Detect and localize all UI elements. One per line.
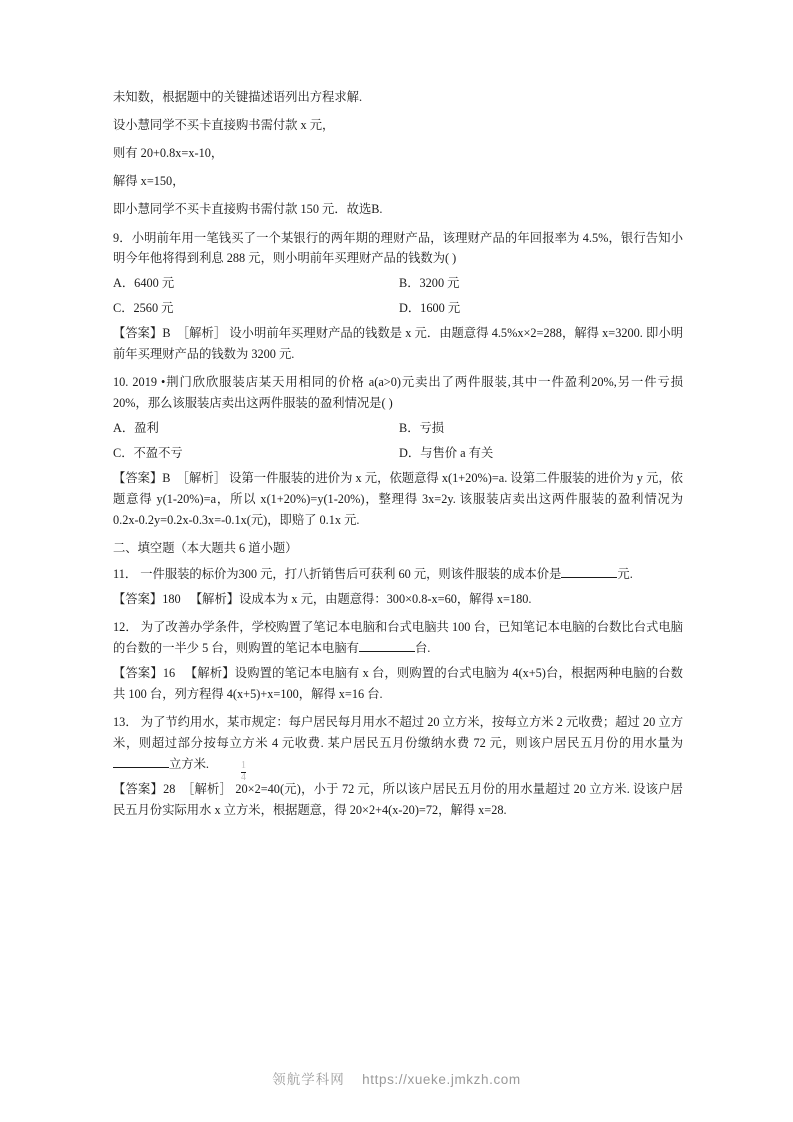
question-12-text-before: 为了改善办学条件，学校购置了笔记本电脑和台式电脑共 100 台，已知笔记本电脑的台数比台式电脑的台数的一半少 5 台，则购置的笔记本电脑有 (113, 620, 683, 656)
question-10-answer-label: 【答案】B (113, 470, 171, 485)
question-13-analysis-label: ［解析］ (181, 782, 233, 797)
question-11-number: 11． (113, 567, 138, 582)
question-13-text-after: 立方米. (169, 757, 209, 772)
question-10-options-row-2 (113, 443, 683, 464)
question-9-text: 小明前年用一笔钱买了一个某银行的两年期的理财产品，该理财产品的年回报率为 4.5%，银行告知小明今年他将得到利息 288 元，则小明前年买理财产品的钱数为( ) (113, 230, 683, 266)
question-10-analysis-text: 设第一件服装的进价为 x 元，依题意得 x(1+20%)=a. 设第二件服装的进价为 y 元，依题意得 y(1-20%)=a，所以 x(1+20%)=y(1-20%)，整理得 3x=2y. 该服装店卖出这两件服装的盈利情况为 0.2x-0.2y=0.2x-0.3x=-0.1x(元)，即赔了 0.1x 元. (113, 470, 683, 528)
document-content (113, 88, 683, 828)
paragraph-continuation-2: 设小慧同学不买卡直接购书需付款 x 元， (113, 117, 335, 132)
question-9-option-d[interactable]: D．1600 元 (399, 301, 461, 316)
page-number-denominator: 4 (241, 771, 246, 783)
question-10-text: 2019 •荆门欣欣服装店某天用相同的价格 a(a>0)元卖出了两件服装,其中一件盈利20%,另一件亏损 20%，那么该服装店卖出这两件服装的盈利情况是( ) (113, 375, 683, 411)
question-10-number: 10. (113, 375, 129, 390)
question-9-option-c[interactable]: C．2560 元 (113, 301, 174, 316)
page-number-fraction (241, 761, 246, 783)
question-13-stem (113, 712, 683, 775)
question-11-stem (113, 564, 683, 585)
question-12-number: 12． (113, 620, 138, 635)
question-10-option-c[interactable]: C．不盈不亏 (113, 446, 183, 461)
question-13 (113, 712, 683, 821)
paragraph-continuation-4: 解得 x=150， (113, 173, 185, 188)
question-9-options-row-2 (113, 298, 683, 319)
question-12-analysis-text: 设购置的笔记本电脑有 x 台，则购置的台式电脑为 4(x+5)台，根据两种电脑的台数共 100 台，列方程得 4(x+5)+x=100，解得 x=16 台. (113, 666, 683, 702)
question-10-options-row-1 (113, 418, 683, 439)
question-9-analysis-label: ［解析］ (176, 326, 227, 341)
question-13-analysis-text: 20×2=40(元)，小于 72 元，所以该户居民五月份的用水量超过 20 立方米. 设该户居民五月份实际用水 x 立方米，根据题意，得 20×2+4(x-20)=72，解得 x=28. (113, 782, 683, 818)
site-url: https://xueke.jmkzh.com (362, 1072, 521, 1087)
question-9-stem (113, 228, 683, 270)
question-10-answer (113, 468, 683, 531)
question-12-analysis-label: 【解析】 (184, 666, 235, 681)
question-12-answer (113, 663, 683, 705)
footer-watermark (0, 1068, 793, 1088)
question-11 (113, 564, 683, 610)
question-9-number: 9． (113, 230, 132, 245)
site-name: 领航学科网 (272, 1072, 345, 1087)
question-9-option-a[interactable]: A．6400 元 (113, 276, 175, 291)
question-11-analysis-label: 【解析】 (189, 592, 240, 607)
page-number-numerator: 1 (241, 760, 246, 771)
page-number-watermark (240, 762, 247, 784)
question-10-analysis-label: ［解析］ (176, 470, 227, 485)
question-13-answer-label: 【答案】28 (113, 782, 176, 797)
question-10-option-d[interactable]: D．与售价 a 有关 (399, 446, 494, 461)
question-9-answer-label: 【答案】B (113, 326, 171, 341)
question-9-option-b[interactable]: B．3200 元 (399, 276, 460, 291)
question-13-answer-blank[interactable] (113, 757, 169, 768)
question-10-option-b[interactable]: B．亏损 (399, 421, 445, 436)
question-11-answer (113, 589, 683, 610)
question-13-answer (113, 779, 683, 821)
question-9-answer (113, 323, 683, 365)
question-11-text-before: 一件服装的标价为300 元，打八折销售后可获利 60 元，则该件服装的成本价是 (140, 567, 562, 582)
question-9-analysis-text: 设小明前年买理财产品的钱数是 x 元．由题意得 4.5%x×2=288，解得 x=3200. 即小明前年买理财产品的钱数为 3200 元. (113, 326, 683, 362)
question-10 (113, 372, 683, 531)
question-10-option-a[interactable]: A．盈利 (113, 421, 159, 436)
question-13-number: 13． (113, 715, 138, 730)
question-12-text-after: 台. (414, 641, 431, 656)
question-10-stem (113, 372, 683, 414)
question-9 (113, 228, 683, 366)
question-11-answer-blank[interactable] (561, 567, 617, 578)
question-9-options-row-1 (113, 273, 683, 294)
question-12-answer-blank[interactable] (359, 641, 415, 652)
question-12-stem (113, 617, 683, 659)
question-13-text-before: 为了节约用水，某市规定：每户居民每月用水不超过 20 立方米，按每立方米 2 元收费；超过 20 立方米，则超过部分按每立方米 4 元收费. 某户居民五月份缴纳水费 72 元，则该户居民五月份的用水量为 (113, 715, 683, 751)
section-heading-fill-in-blank: 二、填空题（本大题共 6 道小题） (113, 541, 298, 556)
question-12-answer-label: 【答案】16 (113, 666, 176, 681)
paragraph-continuation-5: 即小慧同学不买卡直接购书需付款 150 元．故选B. (113, 201, 383, 216)
question-12 (113, 617, 683, 705)
question-11-text-after: 元. (617, 567, 633, 582)
paragraph-continuation-1: 未知数，根据题中的关键描述语列出方程求解. (113, 90, 363, 104)
question-11-answer-label: 【答案】180 (113, 592, 181, 607)
paragraph-continuation-3: 则有 20+0.8x=x-10， (113, 145, 224, 160)
question-11-analysis-text: 设成本为 x 元，由题意得：300×0.8-x=60，解得 x=180. (239, 592, 532, 607)
